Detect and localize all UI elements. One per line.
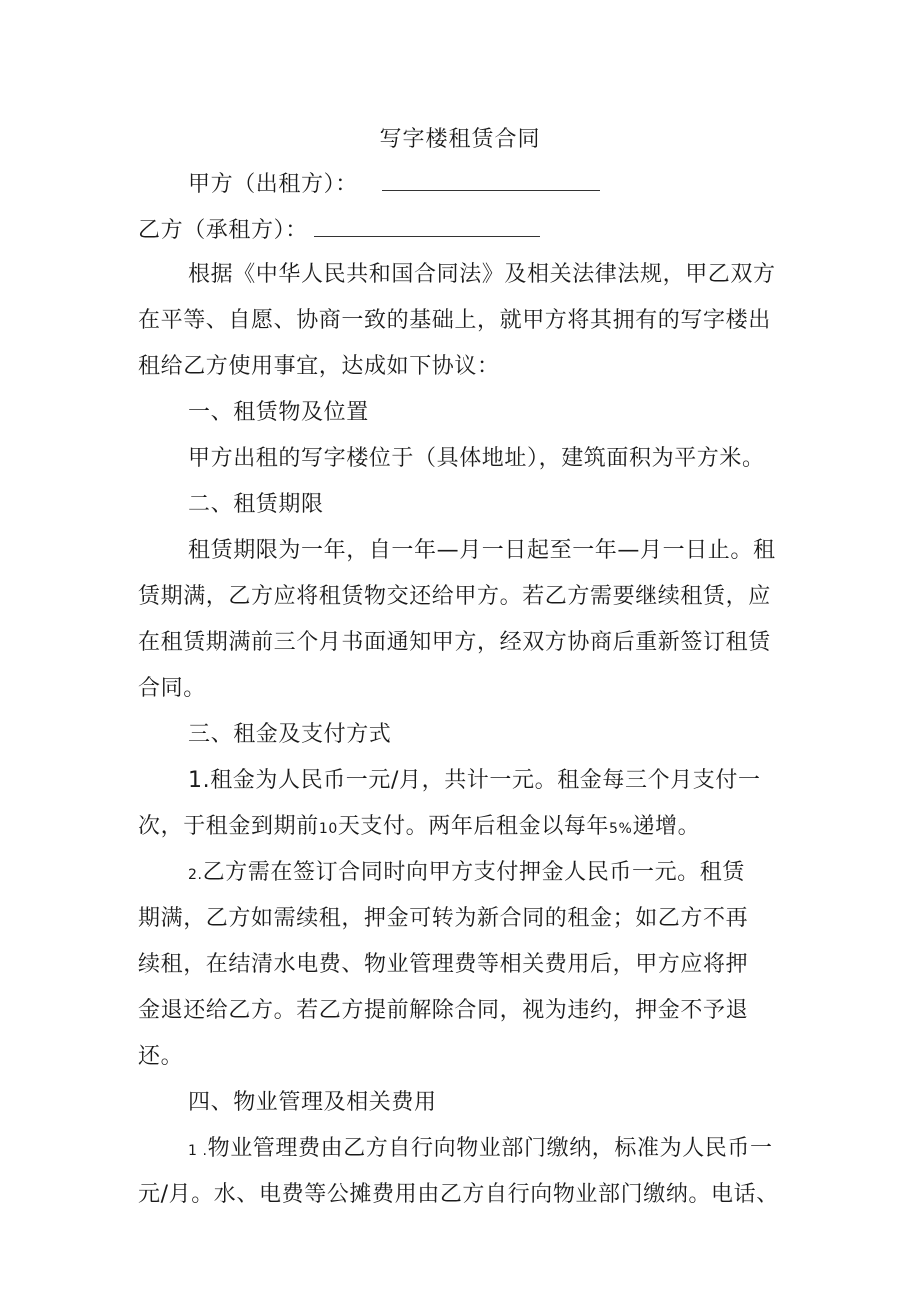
text-segment: 乙方需在签订合同时向甲方支付押金人民币一元。租赁 [202,860,745,885]
paragraph-line: 期满，乙方如需续租，押金可转为新合同的租金；如乙方不再 [138,906,749,931]
paragraph-line: 金退还给乙方。若乙方提前解除合同，视为违约，押金不予退 [138,998,749,1023]
paragraph-line: 续租，在结清水电费、物业管理费等相关费用后，甲方应将押 [138,952,749,977]
paragraph-line: 在平等、自愿、协商一致的基础上，就甲方将其拥有的写字楼出 [138,308,771,333]
paragraph-line: 在租赁期满前三个月书面通知甲方，经双方协商后重新签订租赁 [138,630,771,655]
item-number: 2. [188,867,203,883]
paragraph-line: 赁期满，乙方应将租赁物交还给甲方。若乙方需要继续租赁，应 [138,584,771,609]
paragraph-line [138,812,700,844]
paragraph-line: 租赁期限为一年，自一年—月一日起至一年—月一日止。租 [188,538,776,563]
paragraph-line: 合同。 [138,676,206,701]
section-heading: 二、租赁期限 [188,492,324,517]
party-b-blank [314,214,540,237]
party-a-blank [382,168,600,191]
rate-percent: 5% [609,821,633,837]
party-b-line [138,214,540,246]
party-a-line [188,168,600,200]
item-number: 1 . [188,1143,208,1159]
paragraph-line: 根据《中华人民共和国合同法》及相关法律法规，甲乙双方 [188,262,776,287]
days-number: 10 [318,821,338,837]
text-segment: 次，于租金到期前 [138,814,319,839]
section-heading: 四、物业管理及相关费用 [188,1090,437,1115]
text-segment: 物业管理费由乙方自行向物业部门缴纳，标准为人民币一 [207,1136,773,1161]
document-title: 写字楼租赁合同 [379,127,541,152]
paragraph-line [188,858,745,890]
text-segment: 天支付。两年后租金以每年 [337,814,610,839]
paragraph-line: 元/月。水、电费等公摊费用由乙方自行向物业部门缴纳。电话、 [138,1182,779,1207]
section-heading: 一、租赁物及位置 [188,400,369,425]
paragraph-line: 还。 [138,1044,184,1069]
section-heading: 三、租金及支付方式 [188,722,392,747]
paragraph-line: 甲方出租的写字楼位于（具体地址），建筑面积为平方米。 [188,446,765,471]
text-segment: 递增。 [632,814,701,839]
party-b-label: 乙方（承租方）： [138,218,308,243]
paragraph-line: 1.租金为人民币一元/月，共计一元。租金每三个月支付一 [188,768,761,793]
party-a-label: 甲方（出租方）： [188,172,358,197]
paragraph-line: 租给乙方使用事宜，达成如下协议： [138,354,500,379]
paragraph-line [188,1134,773,1166]
